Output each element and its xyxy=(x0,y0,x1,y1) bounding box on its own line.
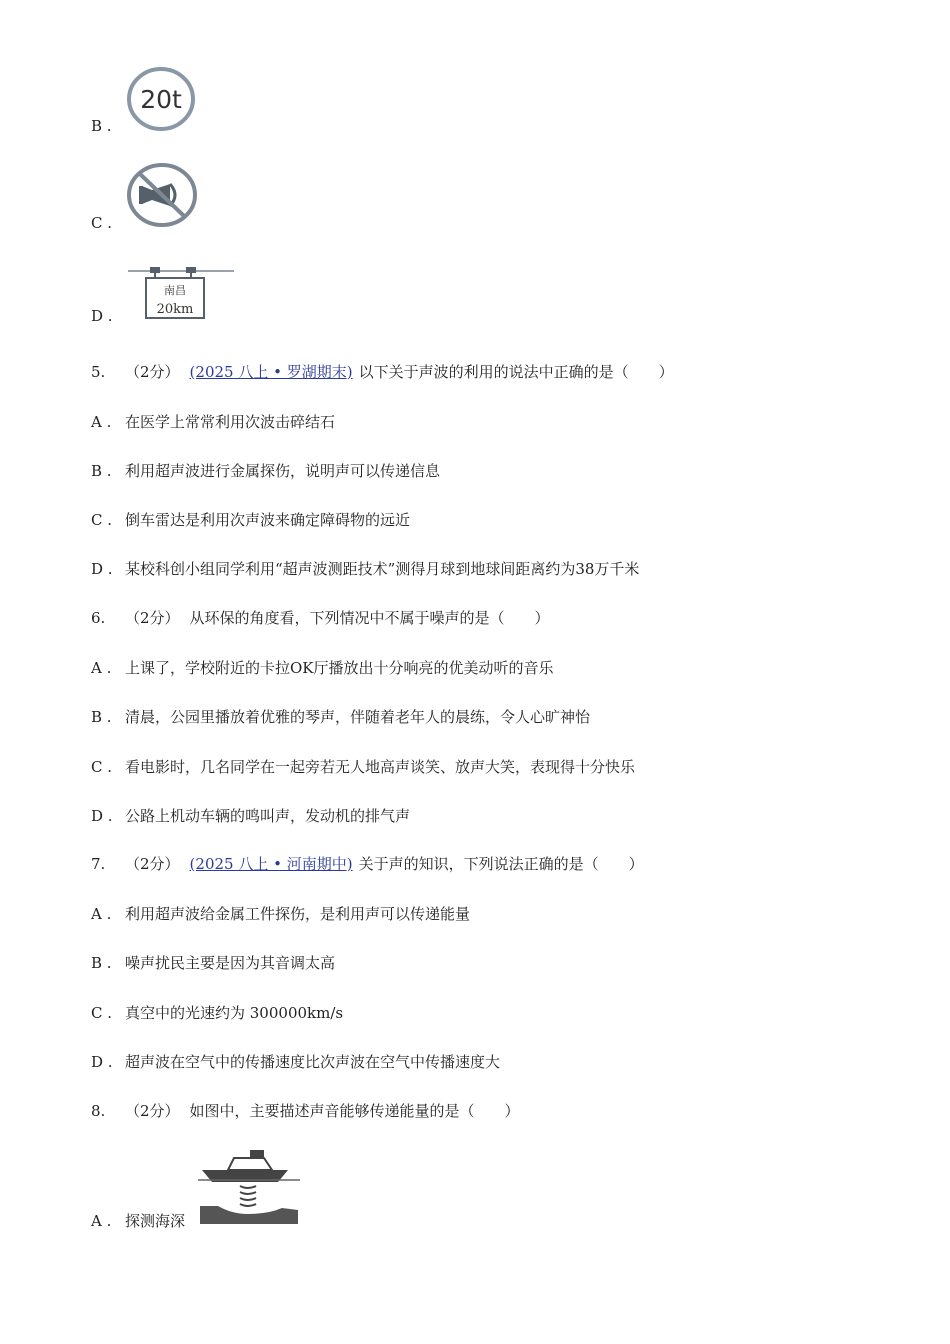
sign-text-20t: 20t xyxy=(140,85,182,114)
question-8-option-a xyxy=(91,1211,185,1231)
option-letter: D . xyxy=(91,1053,113,1071)
option-letter: B . xyxy=(91,462,112,480)
question-7-option-b xyxy=(91,953,335,973)
option-text: 清晨，公园里播放着优雅的琴声，伴随着老年人的晨练，令人心旷神怡 xyxy=(125,708,591,726)
option-letter: A . xyxy=(91,905,112,923)
option-letter: C . xyxy=(91,511,113,529)
question-8 xyxy=(91,1101,520,1121)
question-7-option-c xyxy=(91,1003,343,1023)
question-5-option-d xyxy=(91,559,639,579)
question-number: 6. xyxy=(91,609,106,627)
weight-limit-20t-sign-icon xyxy=(126,66,196,132)
question-score: （2分） xyxy=(125,1102,180,1120)
question-number: 8. xyxy=(91,1102,106,1120)
question-source-link[interactable]: (2025 八上 • 河南期中) xyxy=(189,855,353,873)
question-7-option-a xyxy=(91,904,470,924)
distance-sign-icon xyxy=(128,264,236,322)
question-7-option-d xyxy=(91,1052,500,1072)
question-number: 7. xyxy=(91,855,106,873)
option-c-row xyxy=(91,213,112,233)
question-source-link[interactable]: (2025 八上 • 罗湖期末) xyxy=(189,363,353,381)
question-stem: 从环保的角度看，下列情况中不属于噪声的是（ ） xyxy=(189,609,550,627)
option-text: 倒车雷达是利用次声波来确定障碍物的远近 xyxy=(125,511,411,529)
question-7 xyxy=(91,854,644,874)
option-letter: C . xyxy=(91,758,113,776)
option-d-row xyxy=(91,306,113,326)
question-6-option-b xyxy=(91,707,590,727)
question-score: （2分） xyxy=(125,855,180,873)
question-score: （2分） xyxy=(125,609,180,627)
option-text: 超声波在空气中的传播速度比次声波在空气中传播速度大 xyxy=(125,1053,501,1071)
question-stem: 如图中，主要描述声音能够传递能量的是（ ） xyxy=(189,1102,520,1120)
option-b-row xyxy=(91,116,112,136)
sign-text-distance: 20km xyxy=(156,302,194,317)
question-5 xyxy=(91,362,674,382)
question-6-option-a xyxy=(91,658,554,678)
question-6 xyxy=(91,608,550,628)
option-letter: D . xyxy=(91,807,113,825)
option-text: 某校科创小组同学利用“超声波测距技术”测得月球到地球间距离约为38万千米 xyxy=(125,560,640,578)
option-letter: C . xyxy=(91,1004,113,1022)
option-text: 公路上机动车辆的鸣叫声，发动机的排气声 xyxy=(125,807,411,825)
question-6-option-d xyxy=(91,806,410,826)
option-letter: B . xyxy=(91,708,112,726)
option-letter: C . xyxy=(91,214,113,232)
sign-text-city: 南昌 xyxy=(164,284,186,297)
question-score: （2分） xyxy=(125,363,180,381)
no-honking-sign-icon xyxy=(126,162,198,228)
option-letter: A . xyxy=(91,1212,112,1230)
question-5-option-b xyxy=(91,461,440,481)
question-number: 5. xyxy=(91,363,106,381)
option-text: 上课了，学校附近的卡拉OK厅播放出十分响亮的优美动听的音乐 xyxy=(125,659,554,677)
question-6-option-c xyxy=(91,757,635,777)
sonar-boat-icon xyxy=(198,1144,300,1226)
option-text: 看电影时，几名同学在一起旁若无人地高声谈笑、放声大笑，表现得十分快乐 xyxy=(125,758,636,776)
option-letter: B . xyxy=(91,954,112,972)
option-letter: A . xyxy=(91,413,112,431)
option-text: 利用超声波进行金属探伤，说明声可以传递信息 xyxy=(125,462,441,480)
question-5-option-a xyxy=(91,412,335,432)
option-text: 探测海深 xyxy=(125,1212,186,1230)
option-letter: A . xyxy=(91,659,112,677)
option-letter: D . xyxy=(91,307,113,325)
option-text: 利用超声波给金属工件探伤，是利用声可以传递能量 xyxy=(125,905,471,923)
option-letter: B . xyxy=(91,117,112,135)
option-text: 噪声扰民主要是因为其音调太高 xyxy=(125,954,336,972)
option-letter: D . xyxy=(91,560,113,578)
option-text: 在医学上常常利用次波击碎结石 xyxy=(125,413,336,431)
question-stem: 以下关于声波的利用的说法中正确的是（ ） xyxy=(358,363,674,381)
option-text: 真空中的光速约为 300000km/s xyxy=(125,1004,344,1022)
question-stem: 关于声的知识，下列说法正确的是（ ） xyxy=(358,855,644,873)
question-5-option-c xyxy=(91,510,410,530)
